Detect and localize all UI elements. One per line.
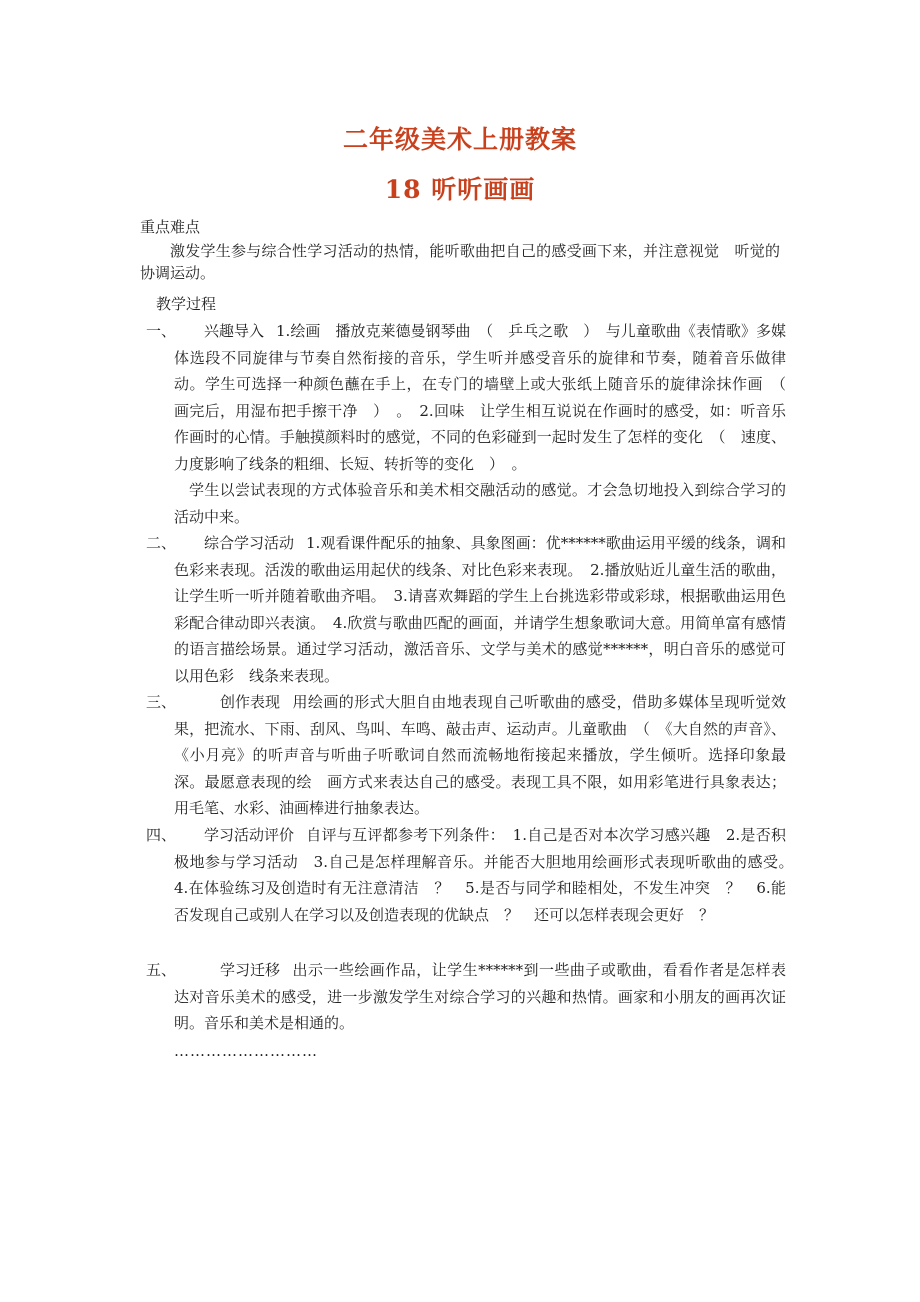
process-item-3 xyxy=(146,689,786,822)
process-item-5 xyxy=(146,957,786,1037)
item-text: 出示一些绘画作品，让学生******到一些曲子或歌曲，看看作者是怎样表达对音乐美术的感受，进一步激发学生对综合学习的兴趣和热情。画家和小朋友的画再次证明。音乐和美术是相通的。 xyxy=(174,961,786,1032)
item-text: 自评与互评都参考下列条件： 1.自己是否对本次学习感兴趣 2.是否积极地参与学习活动 3.自己是怎样理解音乐。并能否大胆地用绘画形式表现听歌曲的感受。 4.在体验练习及创造时有无注意清洁 ？ 5.是否与同学和睦相处，不发生冲突 ？ 6.能否发现自己或别人在学习以及创造表现的优缺点 ？ 还可以怎样表现会更好 ？ xyxy=(174,826,802,924)
item-heading: 兴趣导入 xyxy=(204,322,265,340)
key-points-paragraph: 激发学生参与综合性学习活动的热情，能听歌曲把自己的感受画下来，并注意视觉 听觉的协调运动。 xyxy=(140,242,780,282)
section-process-label: 教学过程 xyxy=(156,295,217,313)
item-number: 四、 xyxy=(146,826,177,844)
item-heading: 学习迁移 xyxy=(220,961,281,979)
process-item-1 xyxy=(146,318,802,530)
process-item-2 xyxy=(146,530,786,689)
lesson-title: 18 听听画画 xyxy=(384,175,536,204)
item-heading: 创作表现 xyxy=(220,693,281,711)
item-text: 1.观看课件配乐的抽象、具象图画：优******歌曲运用平缓的线条，调和色彩来表现。活泼的歌曲运用起伏的线条、对比色彩来表现。 2.播放贴近儿童生活的歌曲，让学生听一听并随着歌曲齐唱。 3.请喜欢舞蹈的学生上台挑选彩带或彩球，根据歌曲运用色彩配合律动即兴表演。 4.欣赏与歌曲匹配的画面，并请学生想象歌词大意。用简单富有感情的语言描绘场景。通过学习活动，激活音乐、文学与美术的感觉******，明白音乐的感觉可以用色彩 线条来表现。 xyxy=(174,534,786,685)
item-heading: 学习活动评价 xyxy=(204,826,295,844)
item-heading: 综合学习活动 xyxy=(204,534,295,552)
item-text: 用绘画的形式大胆自由地表现自己听歌曲的感受，借助多媒体呈现听觉效果，把流水、下雨、刮风、鸟叫、车鸣、敲击声、运动声。儿童歌曲 （ 《大自然的声音》、《小月亮》的听声音与听曲子听歌词自然而流畅地衔接起来播放，学生倾听。选择印象最深。最愿意表现的绘 画方式来表达自己的感受。表现工具不限，如用彩笔进行具象表达；用毛笔、水彩、油画棒进行抽象表达。 xyxy=(174,693,786,817)
ellipsis-line: ……………………… xyxy=(174,1042,318,1060)
item-number: 一、 xyxy=(146,322,177,340)
document-title: 二年级美术上册教案 xyxy=(342,125,577,154)
section-key-points-label: 重点难点 xyxy=(140,218,201,236)
item-number: 三、 xyxy=(146,693,177,711)
item-number: 五、 xyxy=(146,961,177,979)
item-number: 二、 xyxy=(146,534,177,552)
process-item-4 xyxy=(146,822,802,928)
item-text: 1.绘画 播放克莱德曼钢琴曲 （ 乒乓之歌 ） 与儿童歌曲《表情歌》多媒体选段不同旋律与节奏自然衔接的音乐，学生听并感受音乐的旋律和节奏，随着音乐做律动。学生可选择一种颜色蘸在手上，在专门的墙壁上或大张纸上随音乐的旋律涂抹作画 （ 画完后，用湿布把手擦干净 ） 。 2.回味 让学生相互说说在作画时的感受，如：听音乐作画时的心情。手触摸颜料时的感觉，不同的色彩碰到一起时发生了怎样的变化 （ 速度、力度影响了线条的粗细、长短、转折等的变化 ） 。 xyxy=(174,322,802,473)
item-text-continued: 学生以尝试表现的方式体验音乐和美术相交融活动的感觉。才会急切地投入到综合学习的活动中来。 xyxy=(174,481,786,526)
